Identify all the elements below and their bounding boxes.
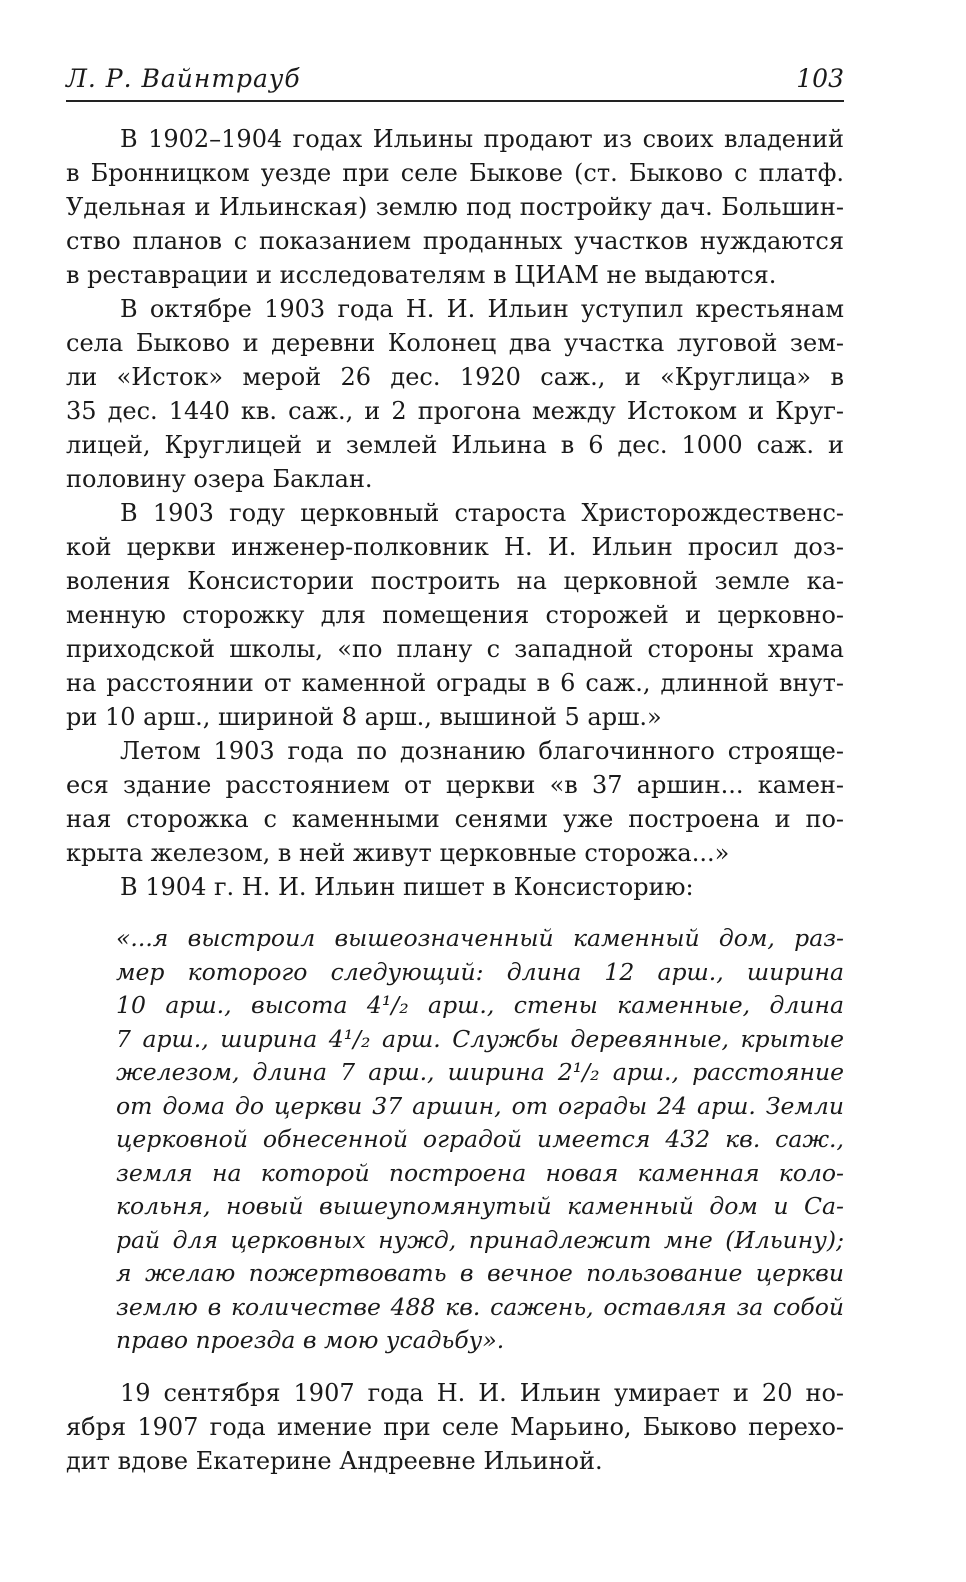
text-line: ри 10 арш., шириной 8 арш., вышиной 5 арш.» xyxy=(66,703,662,731)
text-line: Летом 1903 года по дознанию благочинного строяще- xyxy=(120,737,844,765)
text-line: приходской школы, «по плану с западной стороны храма xyxy=(66,635,844,663)
running-head xyxy=(66,60,844,102)
quote-line: я желаю пожертвовать в вечное пользование церкви xyxy=(116,1259,844,1287)
text-line: ября 1907 года имение при селе Марьино, Быково перехо- xyxy=(66,1412,844,1441)
running-head-author: Л. Р. Вайнтрауб xyxy=(66,64,301,93)
quote-line: кольня, новый вышеупомянутый каменный дом и Са- xyxy=(116,1192,844,1220)
text-line: 19 сентября 1907 года Н. И. Ильин умирает и 20 но- xyxy=(120,1378,844,1407)
text-line: ство планов с показанием проданных участков нуждаются xyxy=(66,227,844,255)
text-line: В октябре 1903 года Н. И. Ильин уступил крестьянам xyxy=(120,295,844,323)
text-line: в реставрации и исследователям в ЦИАМ не выдаются. xyxy=(66,261,777,289)
paragraph-2 xyxy=(66,292,844,496)
text-line: ли «Исток» мерой 26 дес. 1920 саж., и «Круглица» в xyxy=(66,363,844,391)
quote-line: железом, длина 7 арш., ширина 2¹/₂ арш., расстояние xyxy=(116,1058,844,1086)
book-page xyxy=(66,60,844,1478)
quote-line: мер которого следующий: длина 12 арш., ширина xyxy=(116,957,844,986)
paragraph-4 xyxy=(66,734,844,870)
quote-line: землю в количестве 488 кв. сажень, оставляя за собой xyxy=(116,1292,844,1321)
text-line: села Быково и деревни Колонец два участка луговой зем- xyxy=(66,329,844,357)
quote-line: от дома до церкви 37 аршин, от ограды 24 арш. Земли xyxy=(116,1091,844,1120)
text-line: дит вдове Екатерине Андреевне Ильиной. xyxy=(66,1446,603,1475)
final-paragraph xyxy=(66,1376,844,1478)
text-line: ная сторожка с каменными сенями уже построена и по- xyxy=(66,805,844,833)
quote-line: 10 арш., высота 4¹/₂ арш., стены каменные, длина xyxy=(116,991,844,1019)
text-line: В 1903 году церковный староста Христорождественс- xyxy=(120,499,844,527)
text-line: В 1904 г. Н. И. Ильин пишет в Консисторию: xyxy=(120,873,694,901)
paragraph-3 xyxy=(66,496,844,734)
text-line: лицей, Круглицей и землей Ильина в 6 дес. 1000 саж. и xyxy=(66,431,844,459)
quote-line: 7 арш., ширина 4¹/₂ арш. Службы деревянные, крытые xyxy=(116,1024,844,1053)
quote-line: право проезда в мою усадьбу». xyxy=(116,1326,505,1354)
text-line: еся здание расстоянием от церкви «в 37 аршин... камен- xyxy=(66,771,844,799)
text-line: менную сторожку для помещения сторожей и церковно- xyxy=(66,601,844,629)
paragraph-5 xyxy=(66,870,844,904)
page-number: 103 xyxy=(796,64,844,93)
text-line: в Бронницком уезде при селе Быкове (ст. Быково с платф. xyxy=(66,159,844,187)
quote-line: церковной обнесенной оградой имеется 432 кв. саж., xyxy=(116,1125,844,1153)
body-text xyxy=(66,122,844,1478)
text-line: В 1902–1904 годах Ильины продают из своих владений xyxy=(120,125,844,153)
text-line: крыта железом, в ней живут церковные сторожа...» xyxy=(66,839,730,867)
quote-line: «...я выстроил вышеозначенный каменный дом, раз- xyxy=(116,924,844,952)
text-line: половину озера Баклан. xyxy=(66,465,373,493)
text-line: на расстоянии от каменной ограды в 6 саж., длинной внут- xyxy=(66,669,844,697)
text-line: 35 дес. 1440 кв. саж., и 2 прогона между Истоком и Круг- xyxy=(66,397,844,425)
text-line: кой церкви инженер-полковник Н. И. Ильин просил доз- xyxy=(66,533,844,561)
text-line: воления Консистории построить на церковной земле ка- xyxy=(66,567,844,595)
text-line: Удельная и Ильинская) землю под постройку дач. Большин- xyxy=(66,193,844,221)
block-quote xyxy=(116,922,844,1358)
quote-line: рай для церковных нужд, принадлежит мне (Ильину); xyxy=(116,1225,844,1254)
quote-line: земля на которой построена новая каменная коло- xyxy=(116,1158,844,1187)
paragraph-1 xyxy=(66,122,844,292)
